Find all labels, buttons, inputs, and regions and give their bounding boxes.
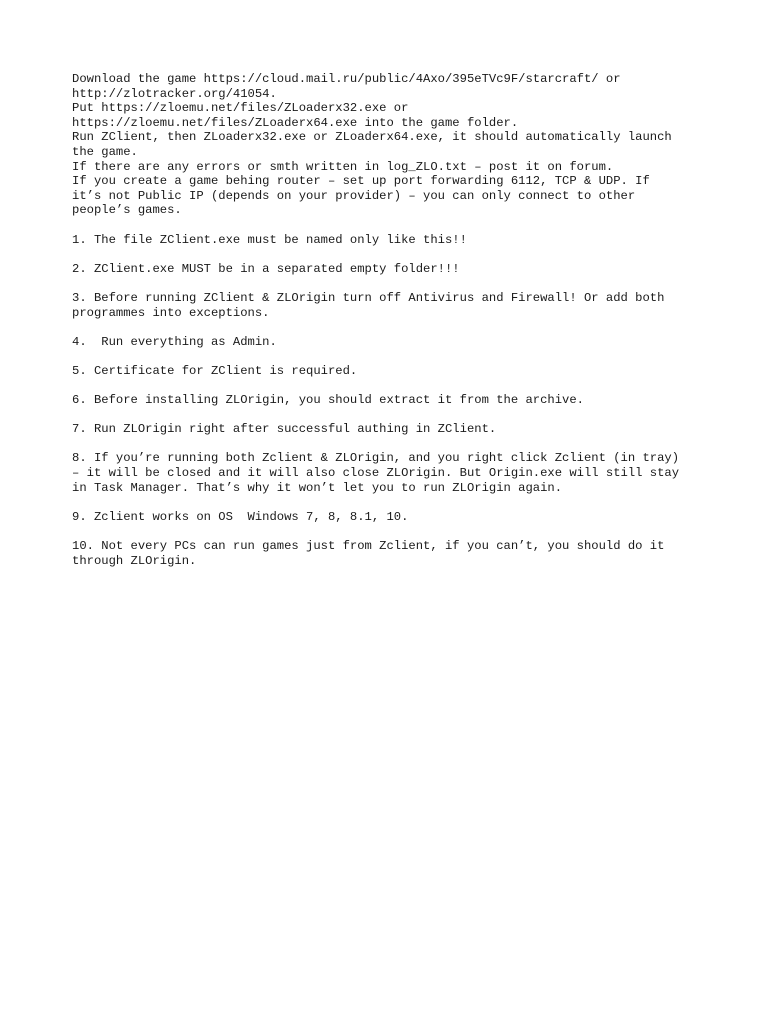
text-line: Put https://zloemu.net/files/ZLoaderx32.exe or (72, 101, 409, 116)
text-line: If there are any errors or smth written in log_ZLO.txt – post it on forum. (72, 159, 614, 174)
text-line: 4. Run everything as Admin. (72, 334, 277, 349)
list-item-10 (72, 539, 712, 568)
text-line: http://zlotracker.org/41054. (72, 86, 277, 101)
text-line: https://zloemu.net/files/ZLoaderx64.exe into the game folder. (72, 115, 519, 130)
text-line: 5. Certificate for ZClient is required. (72, 363, 358, 378)
text-line: in Task Manager. That’s why it won’t let you to run ZLOrigin again. (72, 480, 563, 495)
text-line: people’s games. (72, 203, 182, 218)
list-item-4 (72, 335, 712, 350)
list-item-7 (72, 422, 712, 437)
text-line: 2. ZClient.exe MUST be in a separated empty folder!!! (72, 261, 460, 276)
list-item-6 (72, 393, 712, 408)
text-line: 8. If you’re running both Zclient & ZLOrigin, and you right click Zclient (in tray) (72, 451, 680, 466)
text-line: 6. Before installing ZLOrigin, you should extract it from the archive. (72, 393, 584, 408)
text-line: If you create a game behing router – set up port forwarding 6112, TCP & UDP. If (72, 174, 650, 189)
text-line: 9. Zclient works on OS Windows 7, 8, 8.1, 10. (72, 509, 409, 524)
list-item-8 (72, 451, 712, 495)
document-page (72, 72, 712, 568)
list-item-1 (72, 233, 712, 248)
list-item-3 (72, 291, 712, 320)
text-line: 10. Not every PCs can run games just from Zclient, if you can’t, you should do it (72, 539, 665, 553)
text-line: Download the game https://cloud.mail.ru/public/4Axo/395eTVc9F/starcraft/ or (72, 72, 621, 86)
text-line: it’s not Public IP (depends on your provider) – you can only connect to other (72, 188, 636, 203)
text-line: through ZLOrigin. (72, 553, 197, 568)
text-line: programmes into exceptions. (72, 305, 270, 320)
text-line: the game. (72, 144, 138, 159)
text-line: Run ZClient, then ZLoaderx32.exe or ZLoaderx64.exe, it should automatically launch (72, 130, 672, 145)
text-line: 7. Run ZLOrigin right after successful authing in ZClient. (72, 422, 497, 437)
text-line: 3. Before running ZClient & ZLOrigin turn off Antivirus and Firewall! Or add both (72, 290, 665, 305)
list-item-9 (72, 510, 712, 525)
text-line: 1. The file ZClient.exe must be named only like this!! (72, 232, 467, 247)
intro-paragraph (72, 72, 712, 218)
list-item-5 (72, 364, 712, 379)
list-item-2 (72, 262, 712, 277)
text-line: – it will be closed and it will also close ZLOrigin. But Origin.exe will still stay (72, 466, 680, 481)
